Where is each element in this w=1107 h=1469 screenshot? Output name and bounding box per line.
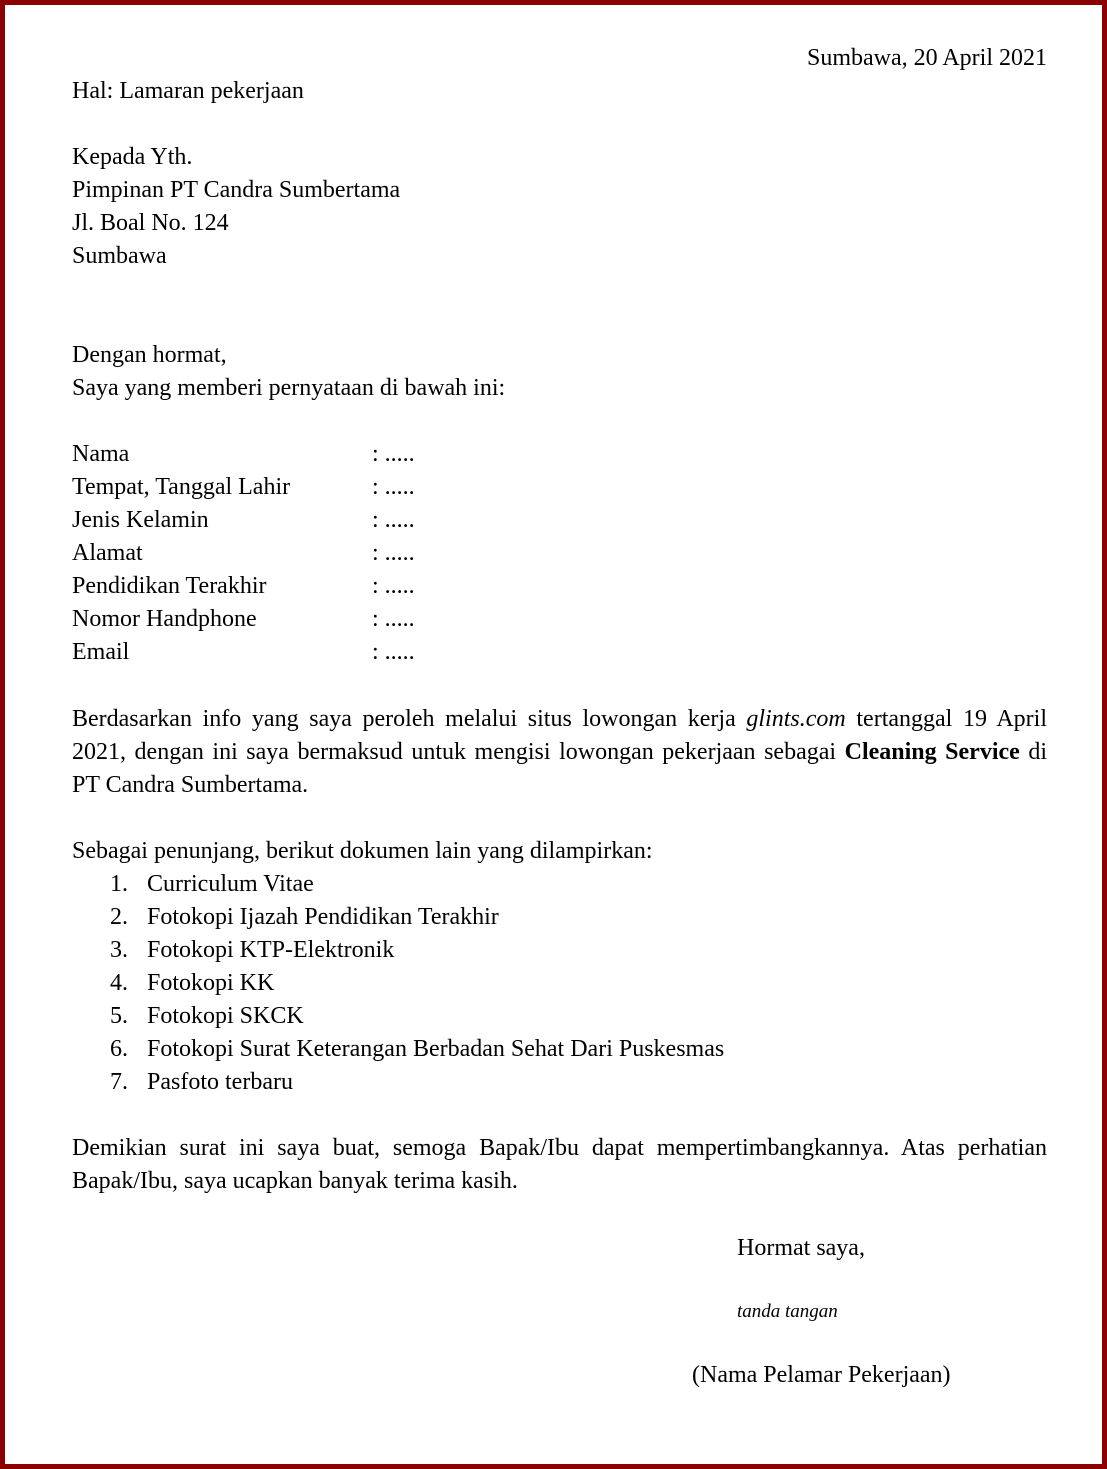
- recipient-line: Pimpinan PT Candra Sumbertama: [72, 177, 401, 203]
- signature-placeholder: tanda tangan: [737, 1301, 838, 1322]
- field-row: [72, 471, 472, 504]
- greeting: Dengan hormat,: [72, 342, 227, 368]
- body-text: di PT Candra Sumbertama.: [72, 739, 1048, 798]
- list-number: 6.: [110, 1036, 128, 1062]
- recipient-line: Jl. Boal No. 124: [72, 210, 229, 236]
- field-label: Tempat, Tanggal Lahir: [72, 474, 291, 500]
- list-text: Fotokopi Ijazah Pendidikan Terakhir: [147, 904, 499, 930]
- list-number: 7.: [110, 1069, 128, 1095]
- body-text: tertanggal 19 April 2021, dengan ini saya bermaksud untuk mengisi lowongan pekerjaan sebagai: [72, 706, 1047, 765]
- field-label: Nomor Handphone: [72, 606, 257, 632]
- list-number: 3.: [110, 937, 128, 963]
- field-row: [72, 438, 472, 471]
- signoff: Hormat saya,: [737, 1235, 865, 1261]
- field-label: Alamat: [72, 540, 143, 566]
- body-paragraph: [72, 703, 1047, 802]
- subject: Hal: Lamaran pekerjaan: [72, 78, 304, 104]
- list-text: Pasfoto terbaru: [147, 1069, 293, 1095]
- intro: Saya yang memberi pernyataan di bawah ini:: [72, 375, 506, 401]
- field-label: Pendidikan Terakhir: [72, 573, 267, 599]
- body-text: Berdasarkan info yang saya peroleh melalui situs lowongan kerja: [72, 706, 747, 732]
- list-text: Fotokopi SKCK: [147, 1003, 304, 1029]
- field-value: : .....: [372, 441, 415, 467]
- field-row: [72, 537, 472, 570]
- list-text: Fotokopi Surat Keterangan Berbadan Sehat Dari Puskesmas: [147, 1036, 725, 1062]
- recipient-line: Kepada Yth.: [72, 144, 193, 170]
- field-label: Jenis Kelamin: [72, 507, 209, 533]
- list-number: 5.: [110, 1003, 128, 1029]
- place-date: Sumbawa, 20 April 2021: [807, 45, 1047, 71]
- field-value: : .....: [372, 639, 415, 665]
- field-value: : .....: [372, 540, 415, 566]
- closing-paragraph: Demikian surat ini saya buat, semoga Bapak/Ibu dapat mempertimbangkannya. Atas perhatian Bapak/Ibu, saya ucapkan banyak terima kasih.: [72, 1135, 1047, 1194]
- field-row: [72, 570, 472, 603]
- field-row: [72, 636, 472, 669]
- field-label: Email: [72, 639, 130, 665]
- list-text: Fotokopi KTP-Elektronik: [147, 937, 395, 963]
- list-number: 1.: [110, 871, 128, 897]
- field-value: : .....: [372, 573, 415, 599]
- list-text: Curriculum Vitae: [147, 871, 314, 897]
- field-row: [72, 603, 472, 636]
- field-value: : .....: [372, 507, 415, 533]
- applicant-name: (Nama Pelamar Pekerjaan): [692, 1362, 951, 1388]
- list-text: Fotokopi KK: [147, 970, 275, 996]
- field-value: : .....: [372, 474, 415, 500]
- field-row: [72, 504, 472, 537]
- field-value: : .....: [372, 606, 415, 632]
- position-name: Cleaning Service: [844, 739, 1020, 765]
- recipient-line: Sumbawa: [72, 243, 167, 269]
- attachments-intro: Sebagai penunjang, berikut dokumen lain yang dilampirkan:: [72, 838, 653, 864]
- list-number: 4.: [110, 970, 128, 996]
- field-label: Nama: [72, 441, 130, 467]
- list-number: 2.: [110, 904, 128, 930]
- site-name: glints.com: [746, 706, 846, 732]
